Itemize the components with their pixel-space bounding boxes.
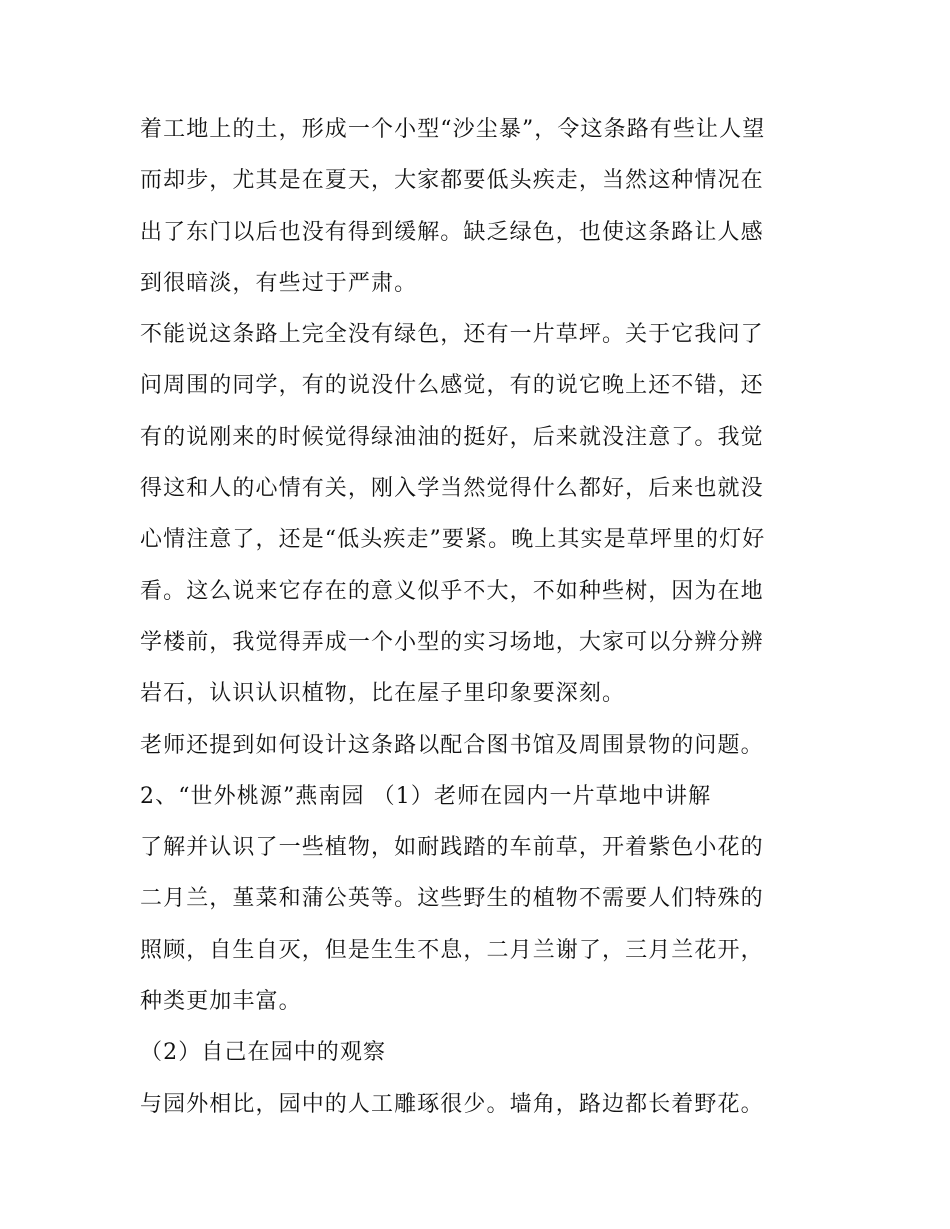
text-line: 看。这么说来它存在的意义似乎不大，不如种些树，因为在地	[140, 578, 764, 604]
text-line: 二月兰，堇菜和蒲公英等。这些野生的植物不需要人们特殊的	[140, 886, 764, 912]
text-line: 问周围的同学，有的说没什么感觉，有的说它晚上还不错，还	[140, 373, 764, 399]
subsection-heading: （2）自己在园中的观察	[140, 1040, 387, 1066]
text-line: 与园外相比，园中的人工雕琢很少。墙角，路边都长着野花。	[140, 1091, 764, 1117]
text-line: 学楼前，我觉得弄成一个小型的实习场地，大家可以分辨分辨	[140, 629, 764, 655]
section-heading: 2、“世外桃源”燕南园 （1）老师在园内一片草地中讲解	[140, 783, 712, 809]
text-line: 得这和人的心情有关，刚入学当然觉得什么都好，后来也就没	[140, 476, 764, 502]
text-line: 到很暗淡，有些过于严肃。	[140, 270, 418, 296]
text-line: 出了东门以后也没有得到缓解。缺乏绿色，也使这条路让人感	[140, 219, 764, 245]
text-line: 了解并认识了一些植物，如耐践踏的车前草，开着紫色小花的	[140, 835, 764, 861]
text-line: 着工地上的土，形成一个小型“沙尘暴”，令这条路有些让人望	[140, 117, 766, 142]
text-line: 老师还提到如何设计这条路以配合图书馆及周围景物的问题。	[140, 732, 764, 758]
text-line: 而却步，尤其是在夏天，大家都要低头疾走，当然这种情况在	[140, 168, 764, 194]
text-line: 照顾，自生自灭，但是生生不息，二月兰谢了，三月兰花开，	[140, 937, 764, 963]
text-line: 心情注意了，还是“低头疾走”要紧。晚上其实是草坪里的灯好	[140, 527, 766, 553]
text-line: 不能说这条路上完全没有绿色，还有一片草坪。关于它我问了	[140, 322, 764, 348]
text-line: 有的说刚来的时候觉得绿油油的挺好，后来就没注意了。我觉	[140, 424, 764, 450]
text-line: 种类更加丰富。	[140, 989, 302, 1015]
text-line: 岩石，认识认识植物，比在屋子里印象要深刻。	[140, 681, 626, 707]
document-page	[140, 104, 820, 1130]
